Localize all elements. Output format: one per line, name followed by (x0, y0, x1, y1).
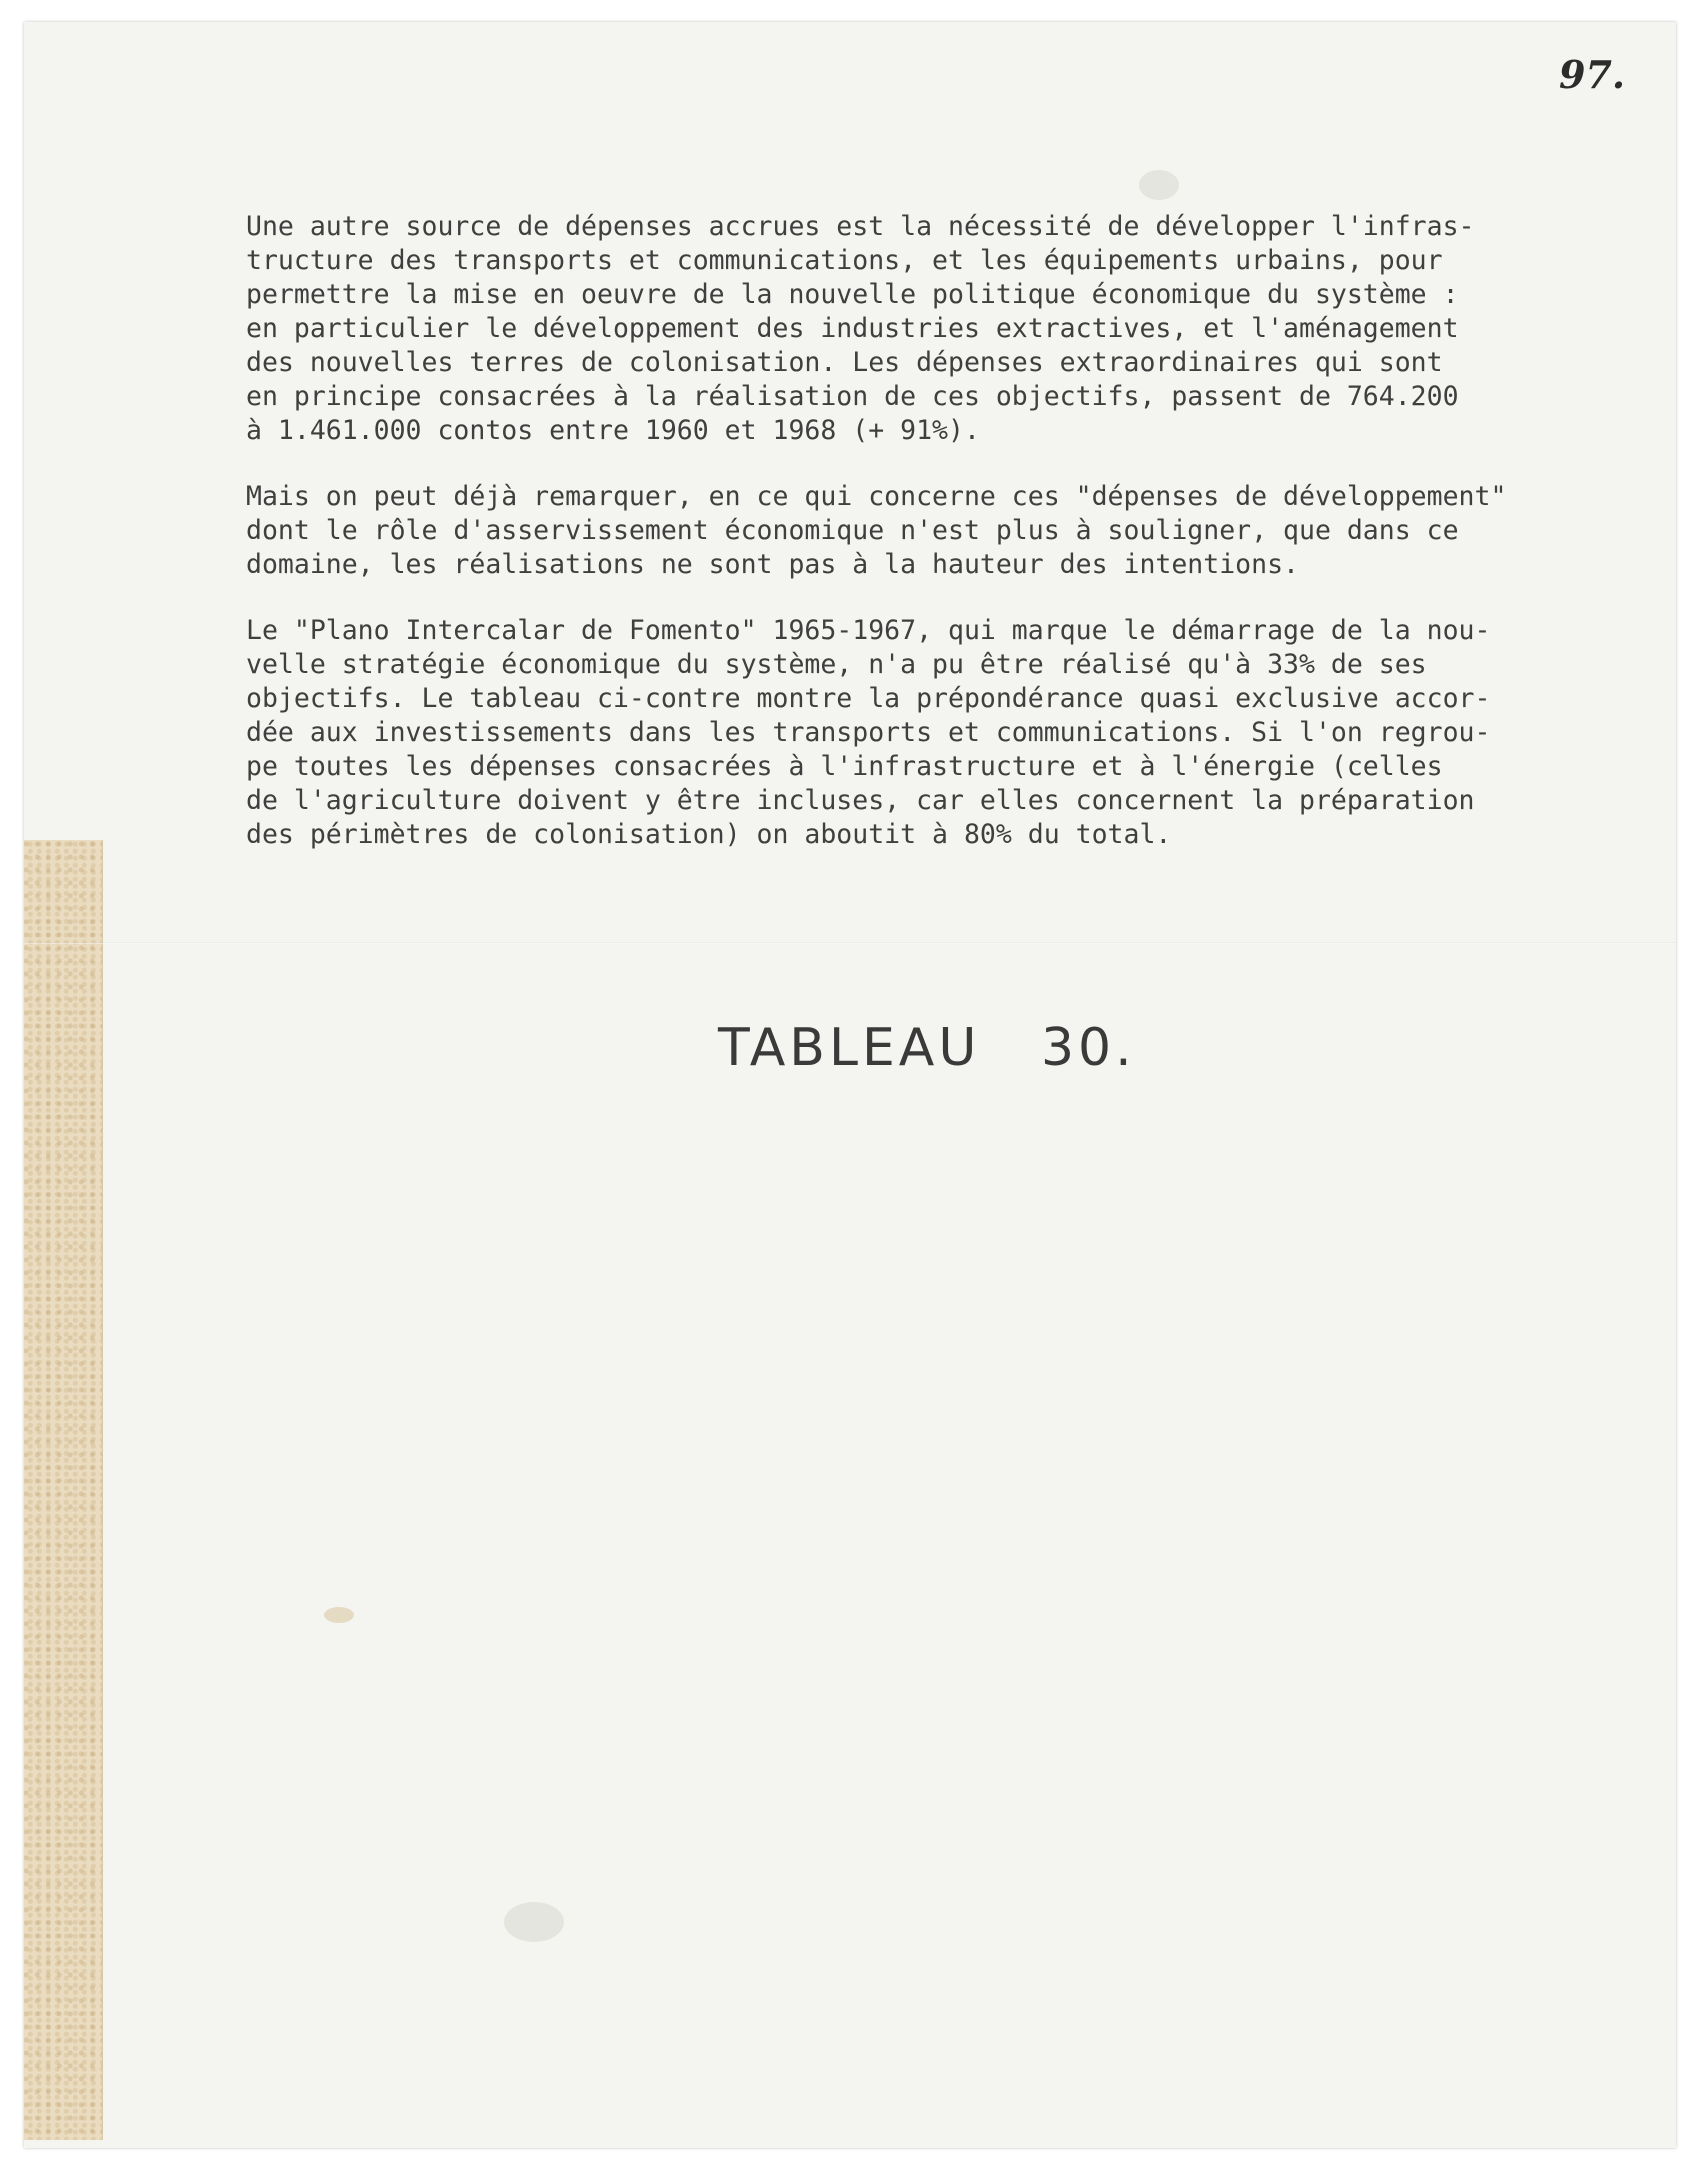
text-line: domaine, les réalisations ne sont pas à la hauteur des intentions. (246, 549, 1299, 580)
paragraph (246, 210, 1676, 448)
text-line: à 1.461.000 contos entre 1960 et 1968 (+ 91%). (246, 415, 980, 446)
paragraph (246, 614, 1676, 852)
page-number: 97. (1559, 52, 1626, 97)
text-line: dont le rôle d'asservissement économique n'est plus à souligner, que dans ce (246, 515, 1459, 546)
stain-mark (1139, 170, 1179, 200)
fold-line (24, 942, 1676, 944)
text-line: en principe consacrées à la réalisation de ces objectifs, passent de 764.200 (246, 381, 1459, 412)
text-line: en particulier le développement des industries extractives, et l'aménagement (246, 313, 1459, 344)
text-line: Le "Plano Intercalar de Fomento" 1965-1967, qui marque le démarrage de la nou- (246, 615, 1491, 646)
stain-mark (324, 1607, 354, 1623)
handwritten-table-label: TABLEAU 30. (718, 1018, 1136, 1078)
stain-mark (504, 1902, 564, 1942)
tape-strip (24, 840, 103, 2140)
text-line: tructure des transports et communications, et les équipements urbains, pour (246, 245, 1443, 276)
text-line: objectifs. Le tableau ci-contre montre la prépondérance quasi exclusive accor- (246, 683, 1491, 714)
text-line: des nouvelles terres de colonisation. Les dépenses extraordinaires qui sont (246, 347, 1443, 378)
body-text (246, 210, 1676, 884)
text-line: pe toutes les dépenses consacrées à l'infrastructure et à l'énergie (celles (246, 751, 1443, 782)
text-line: des périmètres de colonisation) on aboutit à 80% du total. (246, 819, 1172, 850)
text-line: dée aux investissements dans les transports et communications. Si l'on regrou- (246, 717, 1491, 748)
paper-sheet (24, 22, 1676, 2148)
text-line: permettre la mise en oeuvre de la nouvelle politique économique du système : (246, 279, 1459, 310)
paragraph (246, 480, 1676, 582)
text-line: Mais on peut déjà remarquer, en ce qui concerne ces "dépenses de développement" (246, 481, 1507, 512)
text-line: Une autre source de dépenses accrues est la nécessité de développer l'infras- (246, 211, 1475, 242)
text-line: de l'agriculture doivent y être incluses, car elles concernent la préparation (246, 785, 1475, 816)
text-line: velle stratégie économique du système, n'a pu être réalisé qu'à 33% de ses (246, 649, 1427, 680)
